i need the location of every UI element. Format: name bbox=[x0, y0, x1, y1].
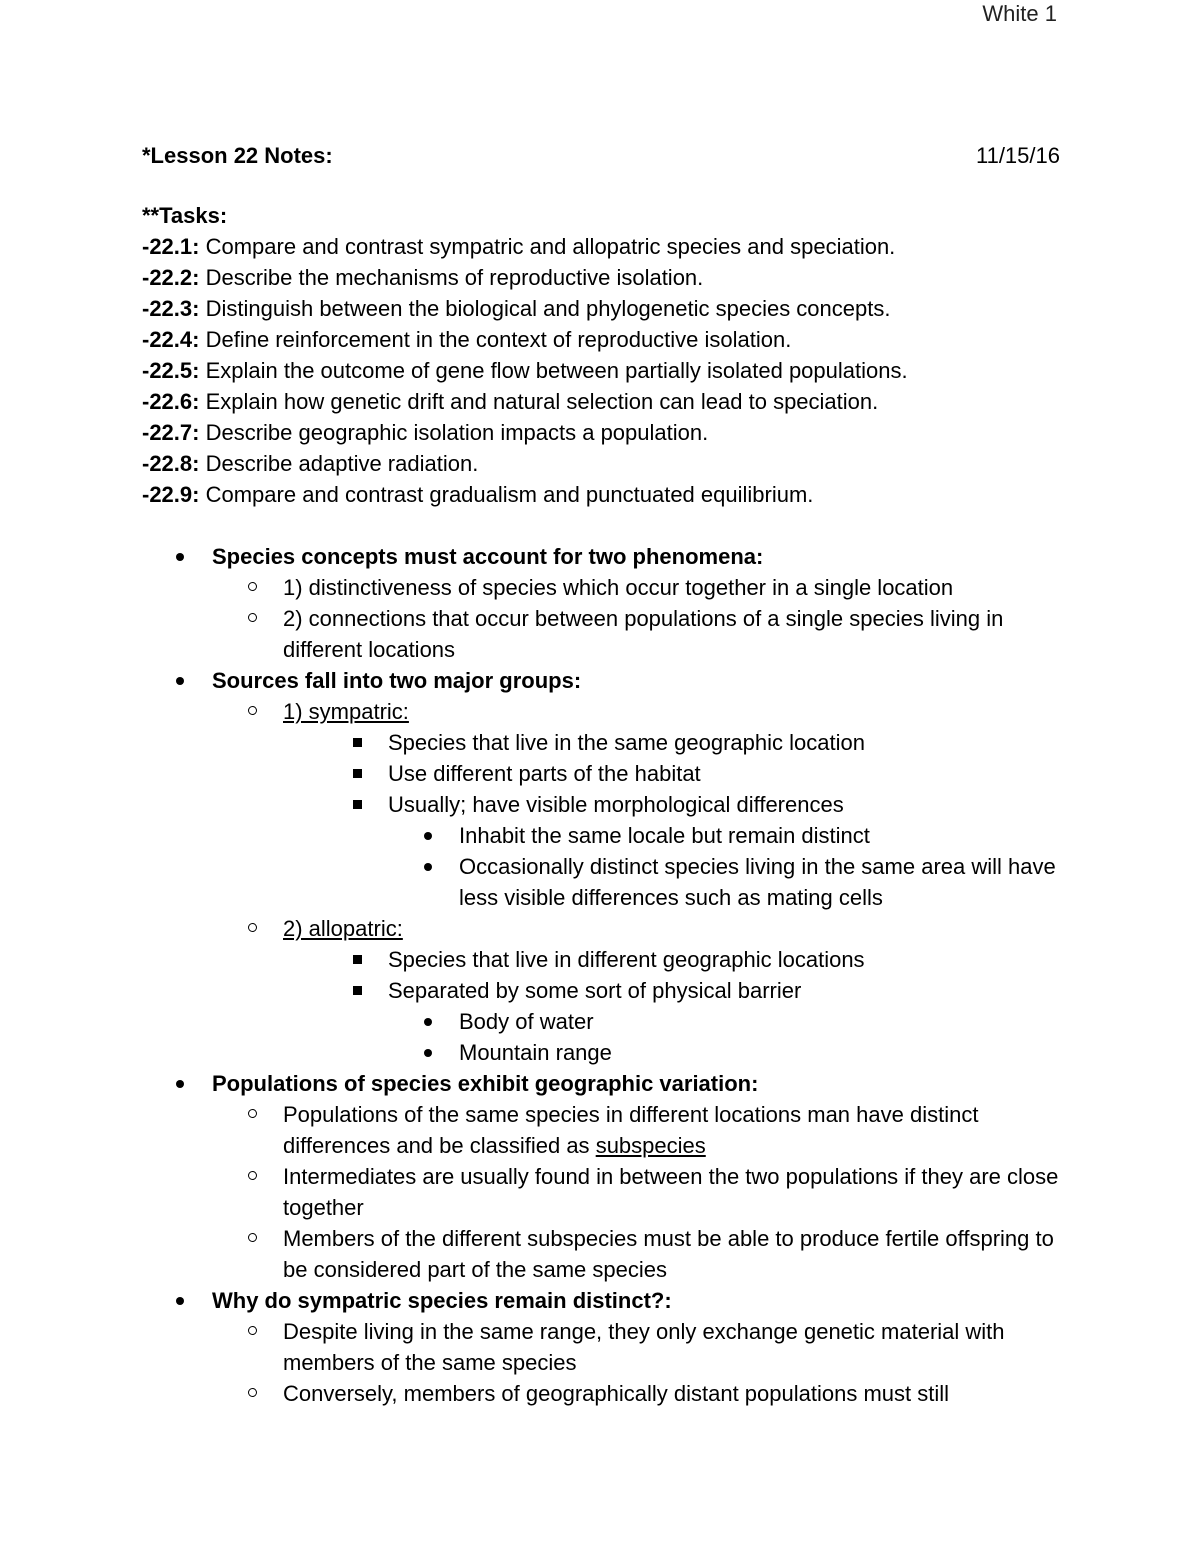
task-number: -22.5: bbox=[142, 358, 200, 383]
sympatric-label: 1) sympatric: bbox=[283, 699, 409, 724]
dot-bullet-text: Body of water bbox=[459, 1009, 594, 1034]
sub-bullet-text: Despite living in the same range, they only exchange genetic material with members of the same species bbox=[283, 1319, 1005, 1375]
square-bullet-text: Species that live in different geographic locations bbox=[388, 947, 865, 972]
task-text: Describe the mechanisms of reproductive isolation. bbox=[199, 265, 704, 290]
sub-bullet bbox=[212, 1099, 1060, 1161]
task-item bbox=[142, 417, 1060, 448]
task-item bbox=[142, 448, 1060, 479]
task-text: Compare and contrast gradualism and punctuated equilibrium. bbox=[199, 482, 814, 507]
square-bullet-text: Use different parts of the habitat bbox=[388, 761, 701, 786]
sub-bullet-text: Intermediates are usually found in between the two populations if they are close together bbox=[283, 1164, 1059, 1220]
sub-bullet bbox=[212, 1223, 1060, 1285]
dot-bullet bbox=[424, 851, 1060, 913]
page-header: White 1 bbox=[982, 1, 1057, 26]
task-number: -22.9: bbox=[142, 482, 200, 507]
bullet-heading: Species concepts must account for two phenomena: bbox=[212, 544, 764, 569]
title-row bbox=[142, 140, 1060, 171]
dot-bullet-text: Inhabit the same locale but remain distinct bbox=[459, 823, 870, 848]
dot-bullet bbox=[424, 1006, 1060, 1037]
task-item bbox=[142, 355, 1060, 386]
task-number: -22.6: bbox=[142, 389, 200, 414]
sub-bullet-text: Conversely, members of geographically distant populations must still bbox=[283, 1381, 950, 1406]
bullet-sources bbox=[142, 665, 1060, 1068]
task-number: -22.4: bbox=[142, 327, 200, 352]
square-bullet-text: Separated by some sort of physical barrier bbox=[388, 978, 802, 1003]
dot-bullet-text: Mountain range bbox=[459, 1040, 612, 1065]
task-item bbox=[142, 386, 1060, 417]
document-body bbox=[142, 140, 1060, 1409]
task-item bbox=[142, 231, 1060, 262]
task-item bbox=[142, 262, 1060, 293]
bullet-heading: Populations of species exhibit geographic variation: bbox=[212, 1071, 759, 1096]
task-item bbox=[142, 479, 1060, 510]
task-number: -22.3: bbox=[142, 296, 200, 321]
task-text: Describe adaptive radiation. bbox=[199, 451, 479, 476]
lesson-date: 11/15/16 bbox=[975, 143, 1060, 168]
task-text: Define reinforcement in the context of reproductive isolation. bbox=[199, 327, 792, 352]
bullet-heading: Why do sympatric species remain distinct?: bbox=[212, 1288, 672, 1313]
sub-bullet bbox=[212, 603, 1060, 665]
task-number: -22.1: bbox=[142, 234, 200, 259]
square-bullet bbox=[353, 944, 1060, 975]
bullet-variation bbox=[142, 1068, 1060, 1285]
lesson-title: *Lesson 22 Notes: bbox=[142, 143, 333, 168]
dot-bullet-text: Occasionally distinct species living in the same area will have less visible differences such as mating cells bbox=[459, 854, 1056, 910]
square-bullet bbox=[353, 727, 1060, 758]
sub-bullet-sympatric bbox=[212, 696, 1060, 913]
square-bullet bbox=[353, 758, 1060, 789]
bullet-why-distinct bbox=[142, 1285, 1060, 1409]
task-number: -22.7: bbox=[142, 420, 200, 445]
subspecies-term: subspecies bbox=[595, 1133, 706, 1158]
sub-bullet bbox=[212, 1161, 1060, 1223]
sub-bullet bbox=[212, 572, 1060, 603]
bullet-heading: Sources fall into two major groups: bbox=[212, 668, 582, 693]
square-bullet bbox=[353, 975, 1060, 1068]
notes-list bbox=[142, 541, 1060, 1409]
dot-bullet bbox=[424, 820, 1060, 851]
task-text: Explain the outcome of gene flow between partially isolated populations. bbox=[199, 358, 908, 383]
task-number: -22.8: bbox=[142, 451, 200, 476]
bullet-species-concepts bbox=[142, 541, 1060, 665]
task-text: Describe geographic isolation impacts a population. bbox=[199, 420, 709, 445]
sub-bullet bbox=[212, 1378, 1060, 1409]
dot-bullet bbox=[424, 1037, 1060, 1068]
sub-bullet-text: Populations of the same species in different locations man have distinct differences and be classified as bbox=[283, 1102, 979, 1158]
sub-bullet-allopatric bbox=[212, 913, 1060, 1068]
square-bullet bbox=[353, 789, 1060, 913]
sub-bullet-text: 2) connections that occur between populations of a single species living in different locations bbox=[283, 606, 1004, 662]
task-item bbox=[142, 293, 1060, 324]
task-text: Explain how genetic drift and natural selection can lead to speciation. bbox=[199, 389, 879, 414]
task-text: Compare and contrast sympatric and allopatric species and speciation. bbox=[199, 234, 896, 259]
tasks-heading: **Tasks: bbox=[142, 203, 228, 228]
task-item bbox=[142, 324, 1060, 355]
sub-bullet-text: 1) distinctiveness of species which occur together in a single location bbox=[283, 575, 954, 600]
allopatric-label: 2) allopatric: bbox=[283, 916, 403, 941]
sub-bullet-text: Members of the different subspecies must be able to produce fertile offspring to be considered part of the same species bbox=[283, 1226, 1054, 1282]
square-bullet-text: Species that live in the same geographic location bbox=[388, 730, 865, 755]
task-number: -22.2: bbox=[142, 265, 200, 290]
square-bullet-text: Usually; have visible morphological differences bbox=[388, 792, 844, 817]
sub-bullet bbox=[212, 1316, 1060, 1378]
task-list bbox=[142, 231, 1060, 510]
task-text: Distinguish between the biological and phylogenetic species concepts. bbox=[199, 296, 891, 321]
